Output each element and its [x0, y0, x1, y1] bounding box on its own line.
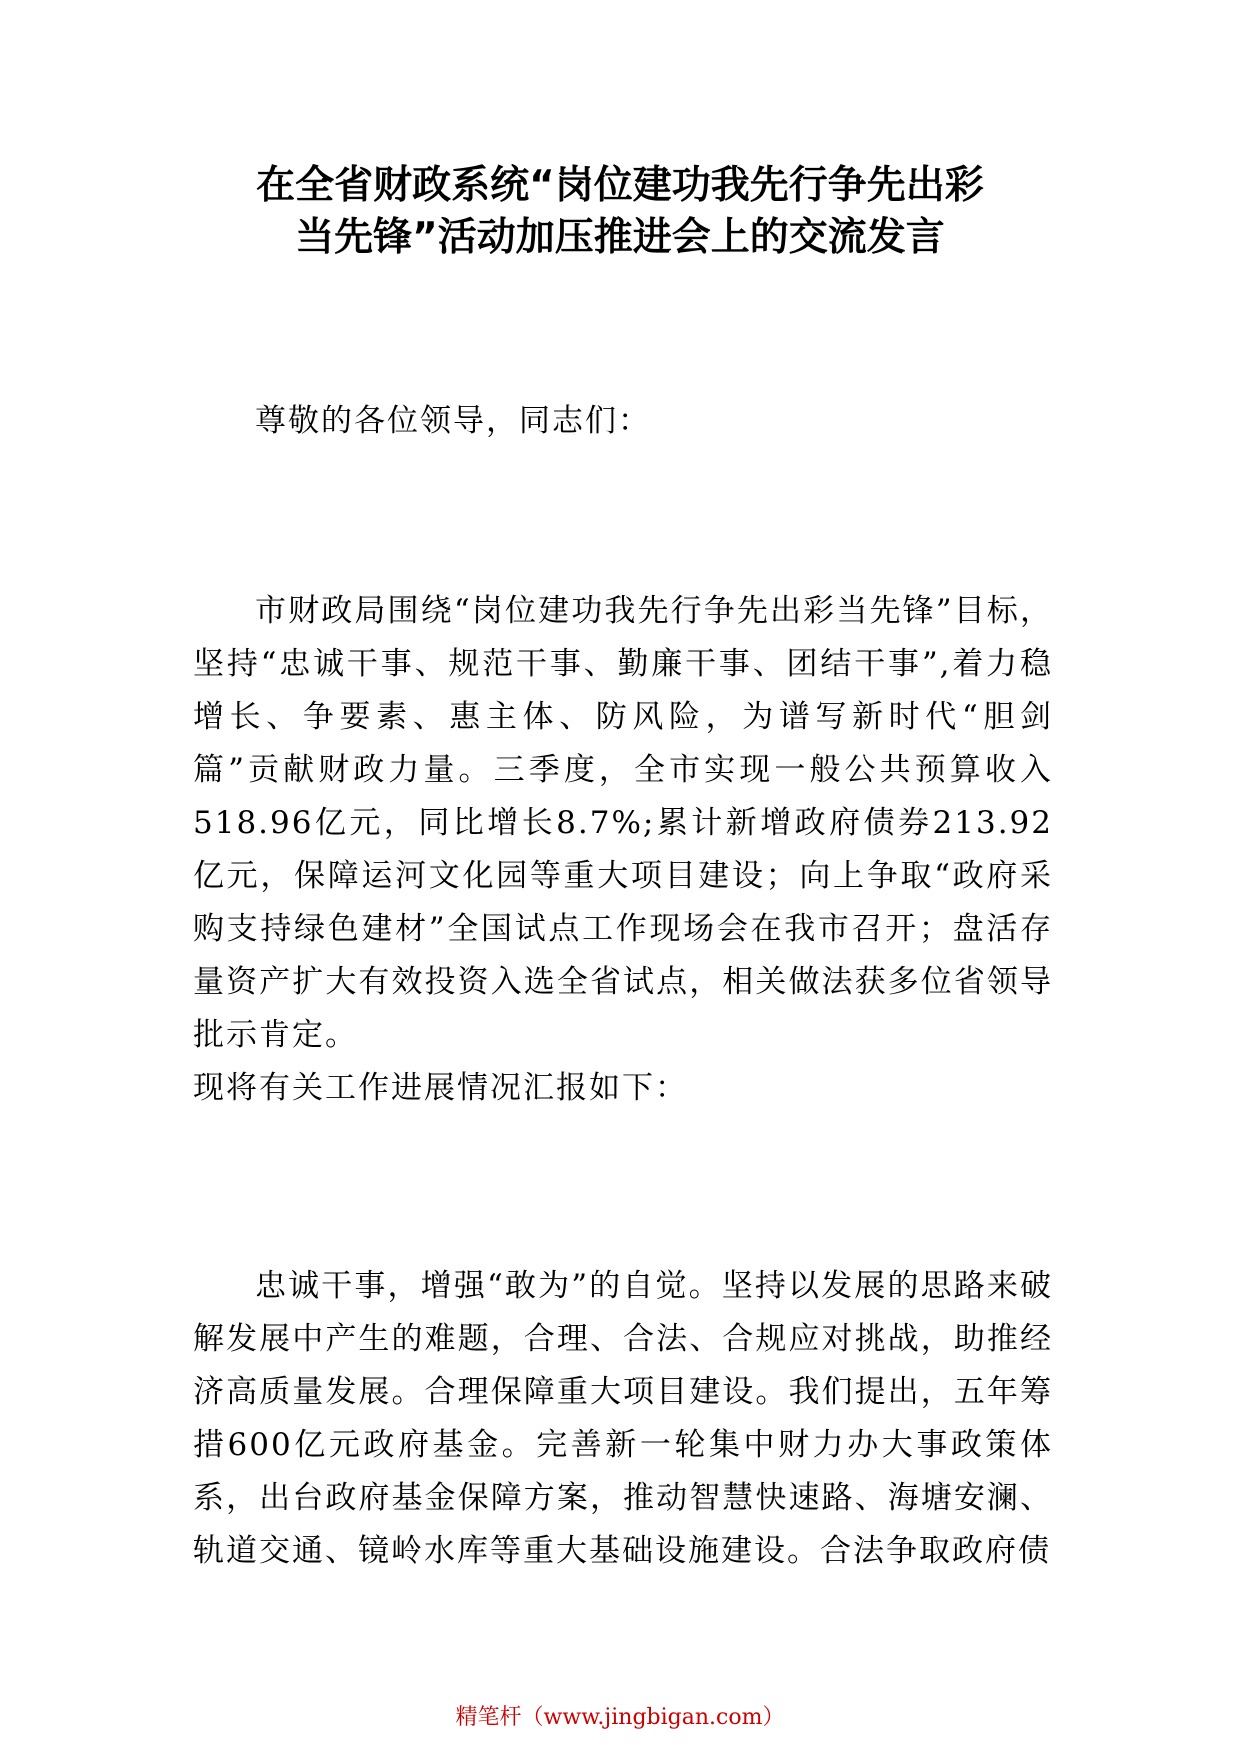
salutation-block — [193, 395, 1053, 448]
footer-watermark-link[interactable]: 精笔杆（www.jingbigan.com） — [455, 1705, 785, 1730]
paragraph-2: 忠诚干事，增强“敢为”的自觉。坚持以发展的思路来破解发展中产生的难题，合理、合法、合规应对挑战，助推经济高质量发展。合理保障重大项目建设。我们提出，五年筹措600亿元政府基金。完善新一轮集中财力办大事政策体 系，出台政府基金保障方案，推动智慧快速路、海塘安澜、 轨道交通、镜岭水库等重大基础设施建设。合法争取政府债 — [193, 1268, 1053, 1569]
paragraph-1-block — [193, 585, 1053, 1115]
salutation: 尊敬的各位领导，同志们： — [255, 403, 651, 439]
document-title-line-1: 在全省财政系统“岗位建功我先行争先出彩 — [256, 163, 984, 208]
document-title-line-2: 当先锋”活动加压推进会上的交流发言 — [295, 215, 945, 260]
paragraph-2-block — [193, 1260, 1053, 1578]
paragraph-1: 市财政局围绕“岗位建功我先行争先出彩当先锋”目标，坚持“忠诚干事、规范干事、勤廉干事、团结干事”,着力稳增长、争要素、惠主体、防风险，为谱写新时代“胆剑篇”贡献财政力量。三季度，全市实现一般公共预算收入518.96亿元，同比增长8.7%;累计新增政府债券213.92亿元，保障运河文化园等重大项目建设；向上争取“政府采购支持绿色建材”全国试点工作现场会在我市召开；盘活存量资产扩大有效投资入选全省试点，相关做法获多位省领导批示肯定。 — [193, 593, 1053, 1053]
paragraph-1-tail: 现将有关工作进展情况汇报如下： — [193, 1070, 688, 1106]
document-title — [0, 160, 1240, 264]
